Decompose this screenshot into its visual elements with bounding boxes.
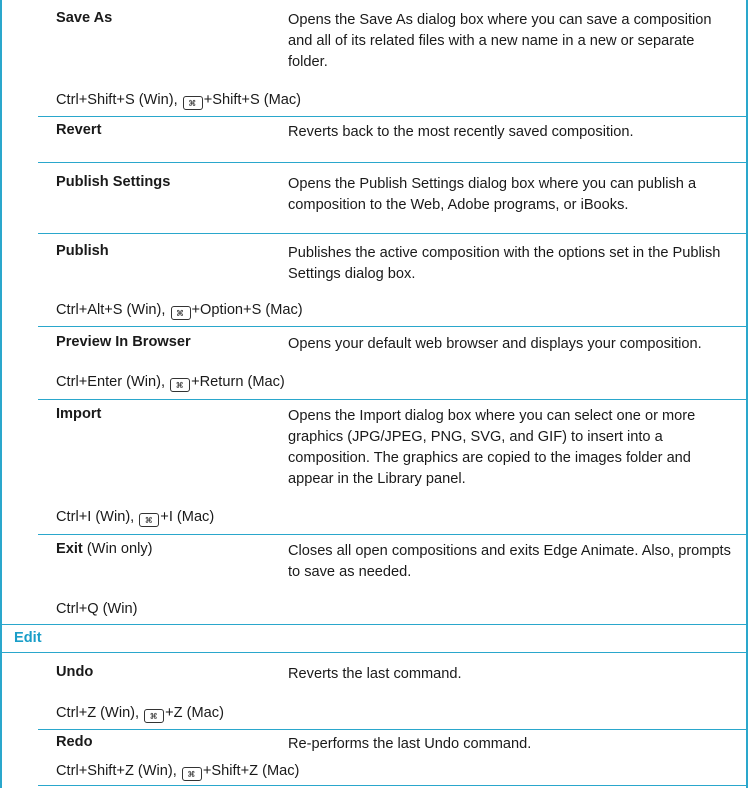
- command-key-icon: ⌘: [171, 306, 191, 320]
- shortcut-text: Ctrl+Enter (Win), ⌘ +Return (Mac): [56, 374, 285, 390]
- row-divider: [38, 116, 746, 117]
- command-description: Reverts the last command.: [288, 666, 462, 682]
- command-name: Preview In Browser: [56, 334, 191, 350]
- command-name: Publish Settings: [56, 174, 171, 190]
- row-divider: [38, 162, 746, 163]
- shortcut-text: Ctrl+Shift+Z (Win), ⌘ +Shift+Z (Mac): [56, 763, 300, 779]
- command-name: Import: [56, 406, 102, 422]
- command-name: Redo: [56, 734, 93, 750]
- command-description: Opens the Save As dialog box where you can save a composition and all of its related files with a new name in a new or separate folder.: [288, 12, 712, 70]
- section-divider: [2, 652, 746, 653]
- command-key-icon: ⌘: [139, 513, 159, 527]
- command-key-icon: ⌘: [182, 767, 202, 781]
- section-heading-edit: Edit: [14, 630, 42, 646]
- shortcut-text: Ctrl+Z (Win), ⌘ +Z (Mac): [56, 705, 224, 721]
- command-description: Re-performs the last Undo command.: [288, 736, 532, 752]
- row-divider: [38, 233, 746, 234]
- row-divider: [38, 534, 746, 535]
- shortcut-text: Ctrl+I (Win), ⌘ +I (Mac): [56, 509, 215, 525]
- row-divider: [38, 399, 746, 400]
- command-name: Publish: [56, 243, 109, 259]
- command-key-icon: ⌘: [183, 96, 203, 110]
- shortcut-text: Ctrl+Shift+S (Win), ⌘ +Shift+S (Mac): [56, 92, 302, 108]
- command-name: Undo: [56, 664, 94, 680]
- command-description: Opens the Import dialog box where you can select one or more graphics (JPG/JPEG, PNG, SVG, and GIF) to insert into a composition. The graphics are copied to the images folder and appear in the Library panel.: [288, 408, 696, 487]
- row-divider: [38, 729, 746, 730]
- row-divider: [38, 326, 746, 327]
- command-key-icon: ⌘: [144, 709, 164, 723]
- shortcut-text: Ctrl+Q (Win): [56, 601, 138, 617]
- shortcut-text: Ctrl+Alt+S (Win), ⌘ +Option+S (Mac): [56, 302, 303, 318]
- command-name: Revert: [56, 122, 102, 138]
- command-description: Opens the Publish Settings dialog box where you can publish a composition to the Web, Adobe programs, or iBooks.: [288, 176, 697, 213]
- section-divider: [2, 624, 746, 625]
- command-description: Publishes the active composition with the options set in the Publish Settings dialog box.: [288, 245, 721, 282]
- row-divider: [38, 785, 746, 786]
- command-description: Opens your default web browser and displays your composition.: [288, 336, 702, 352]
- command-key-icon: ⌘: [170, 378, 190, 392]
- command-name: Save As: [56, 10, 113, 26]
- command-description: Closes all open compositions and exits Edge Animate. Also, prompts to save as needed.: [288, 543, 731, 580]
- command-description: Reverts back to the most recently saved composition.: [288, 124, 634, 140]
- command-name: Exit (Win only): [56, 541, 153, 557]
